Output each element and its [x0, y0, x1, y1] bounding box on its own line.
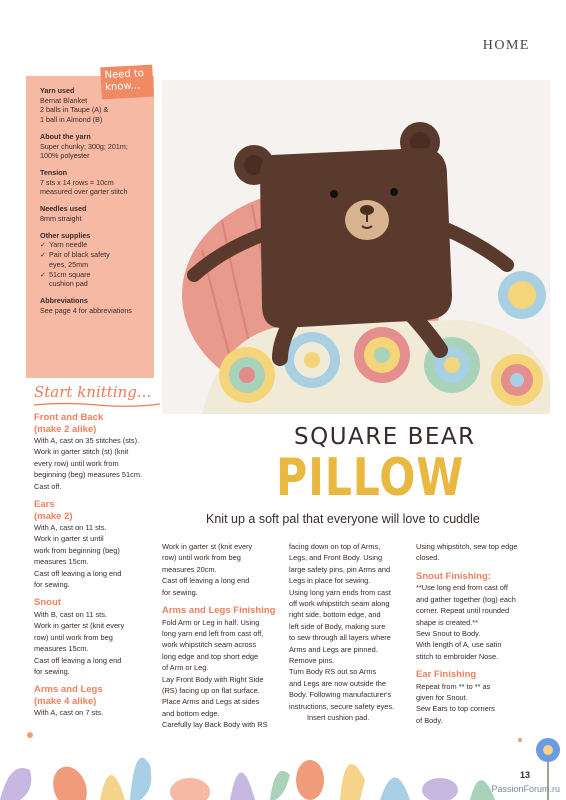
title-main: PILLOW — [276, 448, 465, 508]
section-header: HOME — [482, 38, 530, 53]
front-back-text: With A, cast on 35 stitches (sts). Work in garter stitch (st) (knit every row) until work from beginning (beg) measures 51cm. Cast off. — [34, 436, 143, 491]
needles-heading: Needles used — [40, 204, 87, 214]
abbreviations-heading: Abbreviations — [40, 295, 88, 305]
supply-item: ✓ 51cm square cushion pad — [40, 270, 146, 289]
start-knitting-underline — [34, 402, 160, 407]
supply-item: ✓ Pair of black safety eyes, 25mm — [40, 250, 146, 269]
needles-text: 8mm straight — [40, 213, 82, 223]
sew-closed-text: Using whipstitch, sew top edge closed. — [416, 542, 518, 563]
watermark: PassionForum.ru — [491, 784, 560, 794]
snout-heading: Snout — [34, 597, 61, 609]
arms-legs-finishing-heading: Arms and Legs Finishing — [162, 605, 276, 617]
instructions-column-3 — [289, 541, 413, 724]
decorative-flowers — [0, 720, 566, 800]
abbreviations-text: See page 4 for abbreviations — [40, 305, 132, 315]
arms-legs-heading: Arms and Legs (make 4 alike) — [34, 684, 103, 707]
insert-pad-text: Insert cushion pad. — [307, 713, 370, 723]
start-knitting-heading: Start knitting... — [34, 383, 152, 401]
yarn-used-text: Bernat Blanket 2 balls in Taupe (A) & 1 ball in Almond (B) — [40, 95, 109, 125]
ears-heading: Ears (make 2) — [34, 499, 73, 522]
arms-legs-finishing-text: Fold Arm or Leg in half. Using long yarn end left from cast off, work whipstitch seam across long edge and top short edge of Arm or Leg. Lay Front Body with Right Side (RS) facing up on flat surface. Place Arms and Legs at sides and bottom edge. Carefully lay Back Body with RS — [162, 617, 268, 730]
bear-pillow-illustration — [162, 80, 550, 414]
snout-finishing-text: **Use long end from cast off and gather together (tog) each corner. Repeat until rounded shape is created.** Sew Snout to Body. With length of A, use satin stitch to embroider Nose. — [416, 583, 516, 661]
ear-finishing-heading: Ear Finishing — [416, 669, 477, 681]
arms-legs-text: With A, cast on 7 sts. — [34, 708, 104, 718]
instructions-column-2 — [162, 541, 286, 731]
tension-text: 7 sts x 14 rows = 10cm measured over garter stitch — [40, 177, 128, 197]
title-small: SQUARE BEAR — [294, 424, 476, 450]
title-subtitle: Knit up a soft pal that everyone will love to cuddle — [206, 512, 480, 526]
arms-legs-continued-text: Work in garter st (knit every row) until work from beg measures 20cm. Cast off leaving a long end for sewing. — [162, 542, 253, 597]
need-to-know-badge: Need to know... — [100, 65, 154, 100]
page-number: 13 — [519, 770, 530, 780]
instructions-column-1 — [34, 412, 158, 719]
other-supplies-heading: Other supplies — [40, 230, 91, 240]
front-back-heading: Front and Back (make 2 alike) — [34, 412, 104, 435]
snout-text: With B, cast on 11 sts. Work in garter st (knit every row) until work from beg measures 15cm. Cast off leaving a long end for sewing. — [34, 609, 125, 676]
ears-text: With A, cast on 11 sts. Work in garter st until work from beginning (beg) measures 15cm. Cast off leaving a long end for sewing. — [34, 523, 122, 590]
instructions-column-4 — [416, 541, 540, 726]
supply-item: ✓ Yarn needle — [40, 240, 146, 250]
bear-pillow-photo — [162, 80, 550, 414]
tension-heading: Tension — [40, 168, 68, 178]
yarn-used-heading: Yarn used — [40, 86, 75, 95]
ear-finishing-text: Repeat from ** to ** as given for Snout. Sew Ears to top corners of Body. — [416, 681, 495, 725]
about-yarn-heading: About the yarn — [40, 131, 91, 141]
supplies-list — [40, 240, 146, 289]
need-to-know-sidebar — [26, 76, 154, 378]
about-yarn-text: Super chunky; 300g; 201m; 100% polyester — [40, 141, 128, 161]
snout-finishing-heading: Snout Finishing: — [416, 570, 491, 582]
assembly-text: facing down on top of Arms, Legs, and Front Body. Using large safety pins, pin Arms and Legs in place for sewing. Using long yarn ends from cast off work whipstitch seam along right side, bottom edge, and left side of Body, making sure to sew through all layers where Arms and Legs are pinned. Remove pins. Turn Body RS out so Arms and Legs are now outside the Body. Following manufacturer's instructions, secure safety eyes. — [289, 542, 395, 711]
